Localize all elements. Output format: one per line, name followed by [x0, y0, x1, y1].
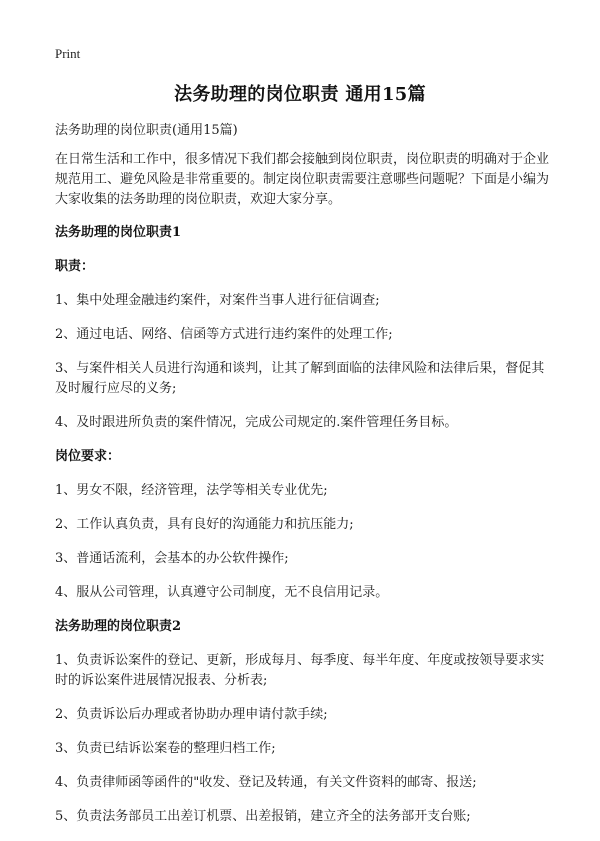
section-2-item: 3、负责已结诉讼案卷的整理归档工作; [55, 741, 276, 756]
document-subtitle: 法务助理的岗位职责(通用15篇) [55, 123, 238, 138]
document-body [55, 121, 555, 841]
requirement-item: 2、工作认真负责，具有良好的沟通能力和抗压能力; [55, 517, 354, 532]
section-2-item: 2、负责诉讼后办理或者协助办理申请付款手续; [55, 707, 328, 722]
section-2-item: 5、负责法务部员工出差订机票、出差报销，建立齐全的法务部开支台账; [55, 809, 471, 824]
duty-item: 2、通过电话、网络、信函等方式进行违约案件的处理工作; [55, 327, 393, 342]
duty-item: 3、与案件相关人员进行沟通和谈判，让其了解到面临的法律风险和法律后果，督促其及时履行应尽的义务; [55, 361, 545, 396]
intro-paragraph: 在日常生活和工作中，很多情况下我们都会接触到岗位职责，岗位职责的明确对于企业规范用工、避免风险是非常重要的。制定岗位职责需要注意哪些问题呢？下面是小编为大家收集的法务助理的岗位职责，欢迎大家分享。 [55, 152, 550, 207]
section-2-heading: 法务助理的岗位职责2 [55, 619, 182, 634]
duties-heading: 职责： [55, 259, 95, 274]
requirements-heading: 岗位要求： [55, 449, 121, 464]
duty-item: 1、集中处理金融违约案件，对案件当事人进行征信调查; [55, 293, 380, 308]
requirement-item: 3、普通话流利，会基本的办公软件操作; [55, 551, 289, 566]
section-2-item: 1、负责诉讼案件的登记、更新，形成每月、每季度、每半年度、年度或按领导要求实时的诉讼案件进展情况报表、分析表; [55, 653, 545, 688]
duty-item: 4、及时跟进所负责的案件情况，完成公司规定的.案件管理任务目标。 [55, 415, 458, 430]
requirement-item: 1、男女不限，经济管理，法学等相关专业优先; [55, 483, 328, 498]
section-1-heading: 法务助理的岗位职责1 [55, 225, 182, 240]
section-2-item: 4、负责律师函等函件的"收发、登记及转通，有关文件资料的邮寄、报送; [55, 775, 477, 790]
requirement-item: 4、服从公司管理，认真遵守公司制度，无不良信用记录。 [55, 585, 389, 600]
document-title: 法务助理的岗位职责 通用15篇 [174, 84, 426, 105]
print-label[interactable]: Print [55, 46, 81, 61]
